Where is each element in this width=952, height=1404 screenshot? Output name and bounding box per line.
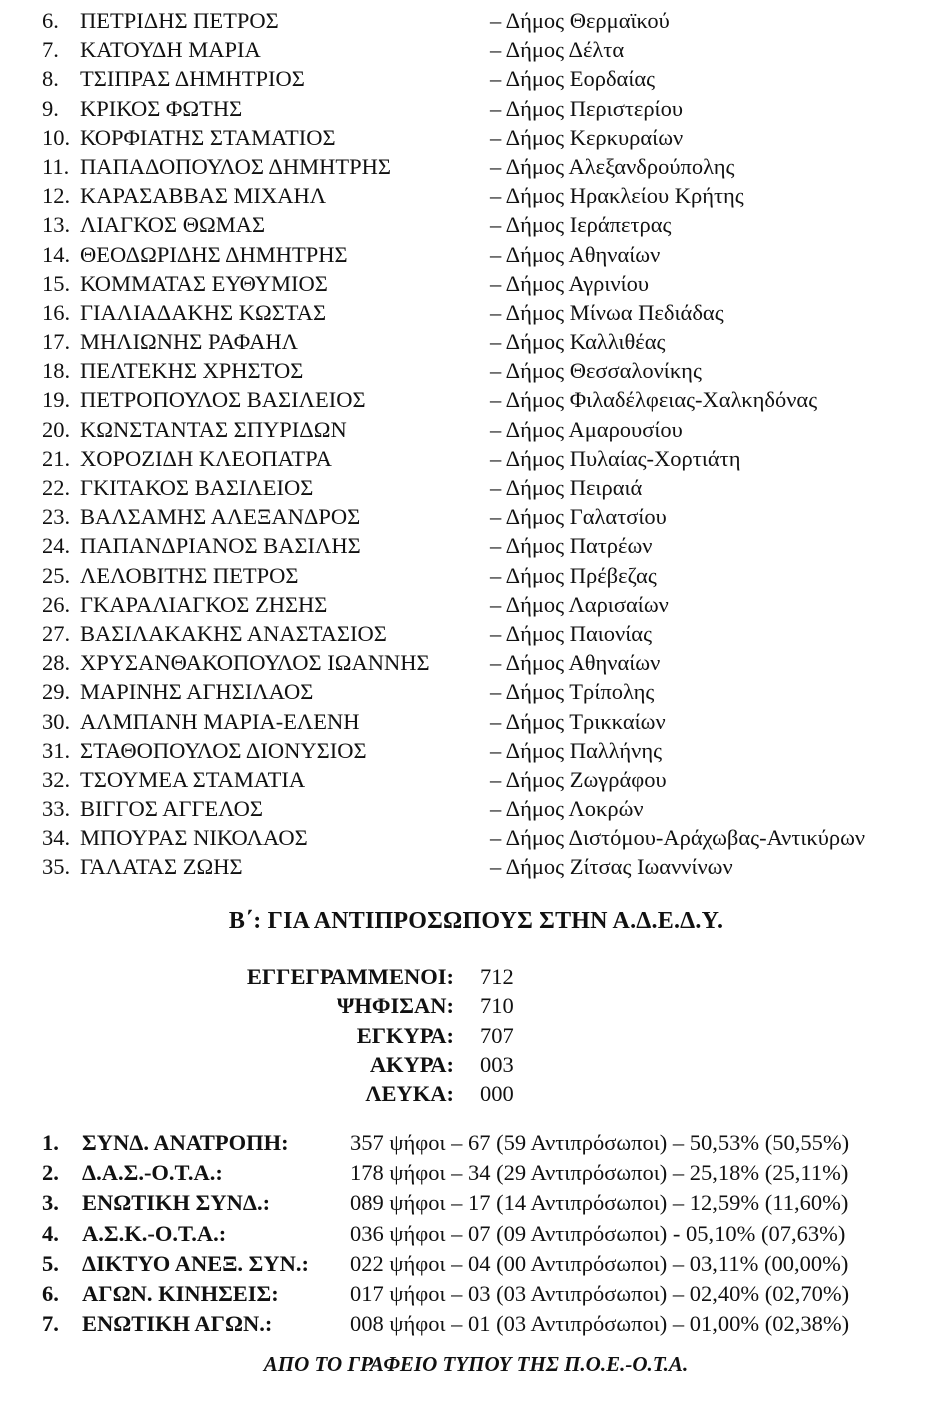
candidate-name: ΒΑΣΙΛΑΚΑΚΗΣ ΑΝΑΣΤΑΣΙΟΣ [80,620,387,646]
item-number: 34. [42,825,71,851]
item-number: 35. [42,854,71,880]
stat-row [0,962,952,991]
list-item [0,64,952,93]
result-detail: 022 ψήφοι – 04 (00 Αντιπρόσωποι) – 03,11% (00,00%) [350,1250,849,1276]
list-item [0,707,952,736]
candidate-name: ΒΑΛΣΑΜΗΣ ΑΛΕΞΑΝΔΡΟΣ [80,504,361,530]
faction-name: Α.Σ.Κ.-Ο.Τ.Α.: [82,1220,227,1246]
item-number: 15. [42,270,71,296]
result-row [0,1128,952,1158]
list-item [0,531,952,560]
candidate-name: ΠΕΤΡΙΔΗΣ ΠΕΤΡΟΣ [80,8,279,33]
item-number: 23. [42,504,71,530]
candidate-municipality: – Δήμος Καλλιθέας [490,329,666,355]
candidate-municipality: – Δήμος Αθηναίων [490,241,661,267]
candidate-name: ΘΕΟΔΩΡΙΔΗΣ ΔΗΜΗΤΡΗΣ [80,241,348,267]
candidate-municipality: – Δήμος Πατρέων [490,533,653,559]
candidate-name: ΜΑΡΙΝΗΣ ΑΓΗΣΙΛΑΟΣ [80,679,314,705]
candidate-municipality: – Δήμος Λοκρών [490,796,644,822]
footer-note: ΑΠΟ ΤΟ ΓΡΑΦΕΙΟ ΤΥΠΟΥ ΤΗΣ Π.Ο.Ε.-Ο.Τ.Α. [263,1352,689,1376]
item-number: 25. [42,562,71,588]
candidate-name: ΜΠΟΥΡΑΣ ΝΙΚΟΛΑΟΣ [80,825,308,851]
candidate-name: ΧΟΡΟΖΙΔΗ ΚΛΕΟΠΑΤΡΑ [80,445,332,471]
item-number: 9. [42,95,59,121]
candidate-municipality: – Δήμος Ζίτσας Ιωαννίνων [490,854,733,880]
stat-row [0,1021,952,1050]
result-row [0,1219,952,1249]
candidate-municipality: – Δήμος Ζωγράφου [490,766,667,792]
item-number: 13. [42,212,71,238]
list-item [0,561,952,590]
candidate-name: ΓΚΙΤΑΚΟΣ ΒΑΣΙΛΕΙΟΣ [80,475,314,500]
candidate-municipality: – Δήμος Γαλατσίου [490,504,667,530]
candidate-municipality: – Δήμος Εορδαίας [490,66,656,92]
result-detail: 178 ψήφοι – 34 (29 Αντιπρόσωποι) – 25,18% (25,11%) [350,1160,849,1186]
candidate-municipality: – Δήμος Μίνωα Πεδιάδας [490,299,724,325]
result-row [0,1158,952,1188]
item-number: 21. [42,445,71,471]
candidate-municipality: – Δήμος Κερκυραίων [490,124,684,150]
result-row [0,1279,952,1309]
list-item [0,473,952,502]
candidate-municipality: – Δήμος Διστόμου-Αράχωβας-Αντικύρων [490,825,866,851]
faction-name: ΣΥΝΔ. ΑΝΑΤΡΟΠΗ: [82,1130,289,1155]
item-number: 27. [42,620,71,646]
list-item [0,794,952,823]
candidate-name: ΠΑΠΑΔΟΠΟΥΛΟΣ ΔΗΜΗΤΡΗΣ [80,153,391,179]
list-item [0,619,952,648]
stat-row [0,991,952,1020]
candidate-name: ΒΙΓΓΟΣ ΑΓΓΕΛΟΣ [80,796,263,822]
stat-row [0,1050,952,1079]
result-detail: 036 ψήφοι – 07 (09 Αντιπρόσωποι) - 05,10% (07,63%) [350,1220,846,1246]
list-item [0,590,952,619]
stat-row [0,1079,952,1108]
candidate-municipality: – Δήμος Αλεξανδρούπολης [490,153,735,179]
item-number: 7. [42,37,59,63]
faction-name: ΕΝΩΤΙΚΗ ΣΥΝΔ.: [82,1190,271,1216]
item-number: 19. [42,387,71,413]
list-item [0,327,952,356]
candidate-list [0,6,952,882]
item-number: 17. [42,329,71,355]
result-detail: 089 ψήφοι – 17 (14 Αντιπρόσωποι) – 12,59% (11,60%) [350,1190,849,1216]
item-number: 14. [42,241,71,267]
candidate-name: ΚΟΡΦΙΑΤΗΣ ΣΤΑΜΑΤΙΟΣ [80,124,336,150]
candidate-name: ΜΗΛΙΩΝΗΣ ΡΑΦΑΗΛ [80,329,298,355]
faction-name: ΕΝΩΤΙΚΗ ΑΓΩΝ.: [82,1311,273,1337]
candidate-municipality: – Δήμος Τρικκαίων [490,708,666,734]
list-item [0,648,952,677]
result-number: 3. [42,1190,59,1216]
item-number: 26. [42,591,71,617]
item-number: 22. [42,475,71,500]
candidate-municipality: – Δήμος Πειραιά [490,475,643,500]
list-item [0,269,952,298]
item-number: 10. [42,124,71,150]
list-item [0,385,952,414]
list-item [0,765,952,794]
result-number: 5. [42,1250,59,1276]
list-item [0,94,952,123]
candidate-municipality: – Δήμος Θεσσαλονίκης [490,358,702,384]
candidate-name: ΓΙΑΛΙΑΔΑΚΗΣ ΚΩΣΤΑΣ [80,299,327,325]
candidate-municipality: – Δήμος Ιεράπετρας [490,212,672,238]
stat-label: ΑΚΥΡΑ: [369,1051,454,1077]
stat-label: ΕΓΓΕΓΡΑΜΜΕΝΟΙ: [246,964,454,989]
result-detail: 008 ψήφοι – 01 (03 Αντιπρόσωποι) – 01,00% (02,38%) [350,1311,850,1337]
candidate-name: ΠΕΤΡΟΠΟΥΛΟΣ ΒΑΣΙΛΕΙΟΣ [80,387,366,413]
stat-value: 707 [480,1022,514,1048]
candidate-name: ΛΙΑΓΚΟΣ ΘΩΜΑΣ [80,212,266,238]
list-item [0,502,952,531]
item-number: 20. [42,416,71,442]
result-detail: 017 ψήφοι – 03 (03 Αντιπρόσωποι) – 02,40% (02,70%) [350,1280,850,1306]
faction-name: Δ.Α.Σ.-Ο.Τ.Α.: [82,1160,223,1186]
candidate-municipality: – Δήμος Πρέβεζας [490,562,657,588]
candidate-municipality: – Δήμος Αγρινίου [490,270,650,296]
vote-stats [0,962,952,1108]
candidate-name: ΤΣΟΥΜΕΑ ΣΤΑΜΑΤΙΑ [80,766,306,792]
list-item [0,6,952,35]
faction-name: ΔΙΚΤΥΟ ΑΝΕΞ. ΣΥΝ.: [82,1250,310,1276]
stat-value: 712 [480,964,514,989]
section-title: Β΄: ΓΙΑ ΑΝΤΙΠΡΟΣΩΠΟΥΣ ΣΤΗΝ Α.Δ.Ε.Δ.Υ. [228,908,724,934]
candidate-name: ΓΑΛΑΤΑΣ ΖΩΗΣ [80,854,243,880]
list-item [0,181,952,210]
item-number: 8. [42,66,59,92]
candidate-municipality: – Δήμος Φιλαδέλφειας-Χαλκηδόνας [490,387,818,413]
result-row [0,1309,952,1339]
item-number: 33. [42,796,71,822]
item-number: 12. [42,183,71,209]
result-detail: 357 ψήφοι – 67 (59 Αντιπρόσωποι) – 50,53% (50,55%) [350,1130,850,1155]
candidate-name: ΣΤΑΘΟΠΟΥΛΟΣ ΔΙΟΝΥΣΙΟΣ [80,737,367,763]
results-list [0,1128,952,1339]
candidate-municipality: – Δήμος Τρίπολης [490,679,655,705]
faction-name: ΑΓΩΝ. ΚΙΝΗΣΕΙΣ: [82,1280,279,1306]
stat-label: ΨΗΦΙΣΑΝ: [336,993,454,1019]
list-item [0,152,952,181]
candidate-name: ΚΩΝΣΤΑΝΤΑΣ ΣΠΥΡΙΔΩΝ [80,416,347,442]
candidate-name: ΚΑΤΟΥΔΗ ΜΑΡΙΑ [80,37,261,63]
item-number: 11. [42,153,70,179]
list-item [0,35,952,64]
candidate-name: ΤΣΙΠΡΑΣ ΔΗΜΗΤΡΙΟΣ [80,66,305,92]
item-number: 24. [42,533,71,559]
candidate-name: ΠΑΠΑΝΔΡΙΑΝΟΣ ΒΑΣΙΛΗΣ [80,533,361,559]
candidate-name: ΚΟΜΜΑΤΑΣ ΕΥΘΥΜΙΟΣ [80,270,328,296]
list-item [0,240,952,269]
item-number: 18. [42,358,71,384]
candidate-municipality: – Δήμος Παλλήνης [490,737,662,763]
item-number: 28. [42,650,71,676]
list-item [0,415,952,444]
stat-value: 710 [480,993,514,1019]
candidate-municipality: – Δήμος Δέλτα [490,37,625,63]
item-number: 31. [42,737,71,763]
candidate-name: ΚΡΙΚΟΣ ΦΩΤΗΣ [80,95,243,121]
list-item [0,298,952,327]
candidate-name: ΚΑΡΑΣΑΒΒΑΣ ΜΙΧΑΗΛ [80,183,327,209]
candidate-municipality: – Δήμος Πυλαίας-Χορτιάτη [490,445,741,471]
item-number: 16. [42,299,71,325]
candidate-municipality: – Δήμος Ηρακλείου Κρήτης [490,183,744,209]
stat-value: 003 [480,1051,514,1077]
result-number: 6. [42,1280,59,1306]
stat-label: ΕΓΚΥΡΑ: [356,1022,454,1048]
item-number: 30. [42,708,71,734]
candidate-name: ΓΚΑΡΑΛΙΑΓΚΟΣ ΖΗΣΗΣ [80,591,328,617]
result-row [0,1188,952,1218]
item-number: 32. [42,766,71,792]
candidate-name: ΧΡΥΣΑΝΘΑΚΟΠΟΥΛΟΣ ΙΩΑΝΝΗΣ [80,650,430,676]
candidate-municipality: – Δήμος Περιστερίου [490,95,683,121]
candidate-municipality: – Δήμος Θερμαϊκού [490,8,670,33]
candidate-municipality: – Δήμος Αμαρουσίου [490,416,683,442]
candidate-name: ΛΕΛΟΒΙΤΗΣ ΠΕΤΡΟΣ [80,562,299,588]
result-number: 7. [42,1311,59,1337]
list-item [0,677,952,706]
list-item [0,210,952,239]
stat-label: ΛΕΥΚΑ: [365,1081,454,1107]
candidate-name: ΑΛΜΠΑΝΗ ΜΑΡΙΑ-ΕΛΕΝΗ [80,708,360,734]
item-number: 6. [42,8,59,33]
candidate-municipality: – Δήμος Αθηναίων [490,650,661,676]
candidate-municipality: – Δήμος Παιονίας [490,620,652,646]
item-number: 29. [42,679,71,705]
result-number: 2. [42,1160,59,1186]
list-item [0,823,952,852]
list-item [0,444,952,473]
candidate-name: ΠΕΛΤΕΚΗΣ ΧΡΗΣΤΟΣ [80,358,304,384]
result-row [0,1249,952,1279]
list-item [0,852,952,881]
result-number: 4. [42,1220,59,1246]
stat-value: 000 [480,1081,514,1107]
candidate-municipality: – Δήμος Λαρισαίων [490,591,669,617]
list-item [0,356,952,385]
result-number: 1. [42,1130,59,1155]
list-item [0,123,952,152]
list-item [0,736,952,765]
